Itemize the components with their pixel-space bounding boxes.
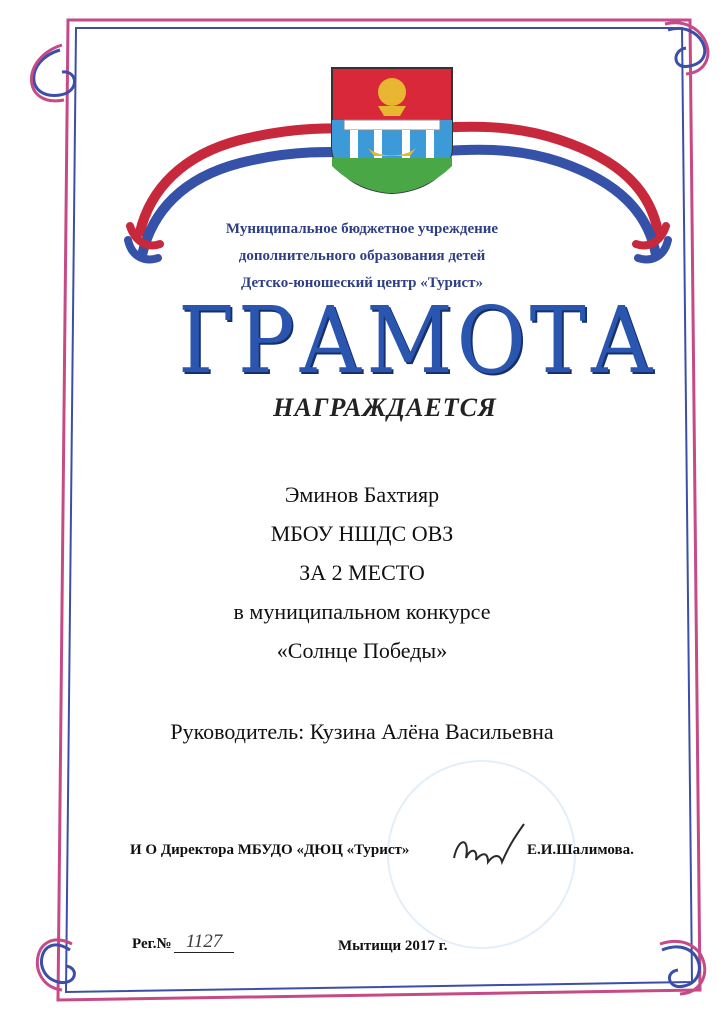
certificate-title: ГРАМОТА bbox=[178, 287, 658, 394]
org-line-3: Детско-юношеский центр «Турист» bbox=[240, 275, 484, 291]
contest-text: в муниципальном конкурсе bbox=[233, 599, 491, 624]
awarded-heading: НАГРАЖДАЕТСЯ bbox=[273, 393, 497, 422]
signer-position: И О Директора МБУДО «ДЮЦ «Турист» bbox=[130, 842, 410, 858]
contest-name: «Солнце Победы» bbox=[276, 638, 448, 663]
coat-of-arms-icon bbox=[330, 66, 454, 194]
city-year: Мытищи 2017 г. bbox=[338, 938, 448, 954]
school-name: МБОУ НШДС ОВЗ bbox=[270, 521, 454, 546]
recipient-name: Эминов Бахтияр bbox=[284, 482, 440, 507]
supervisor-text: Руководитель: Кузина Алёна Васильевна bbox=[170, 719, 554, 744]
signature-mark bbox=[448, 818, 528, 878]
reg-number: 1127 bbox=[174, 932, 234, 953]
place-text: ЗА 2 МЕСТО bbox=[299, 560, 425, 585]
reg-label: Рег.№ bbox=[132, 936, 172, 952]
org-line-1: Муниципальное бюджетное учреждение bbox=[225, 221, 499, 237]
org-line-2: дополнительного образования детей bbox=[238, 248, 486, 264]
signer-name: Е.И.Шалимова. bbox=[527, 842, 634, 858]
